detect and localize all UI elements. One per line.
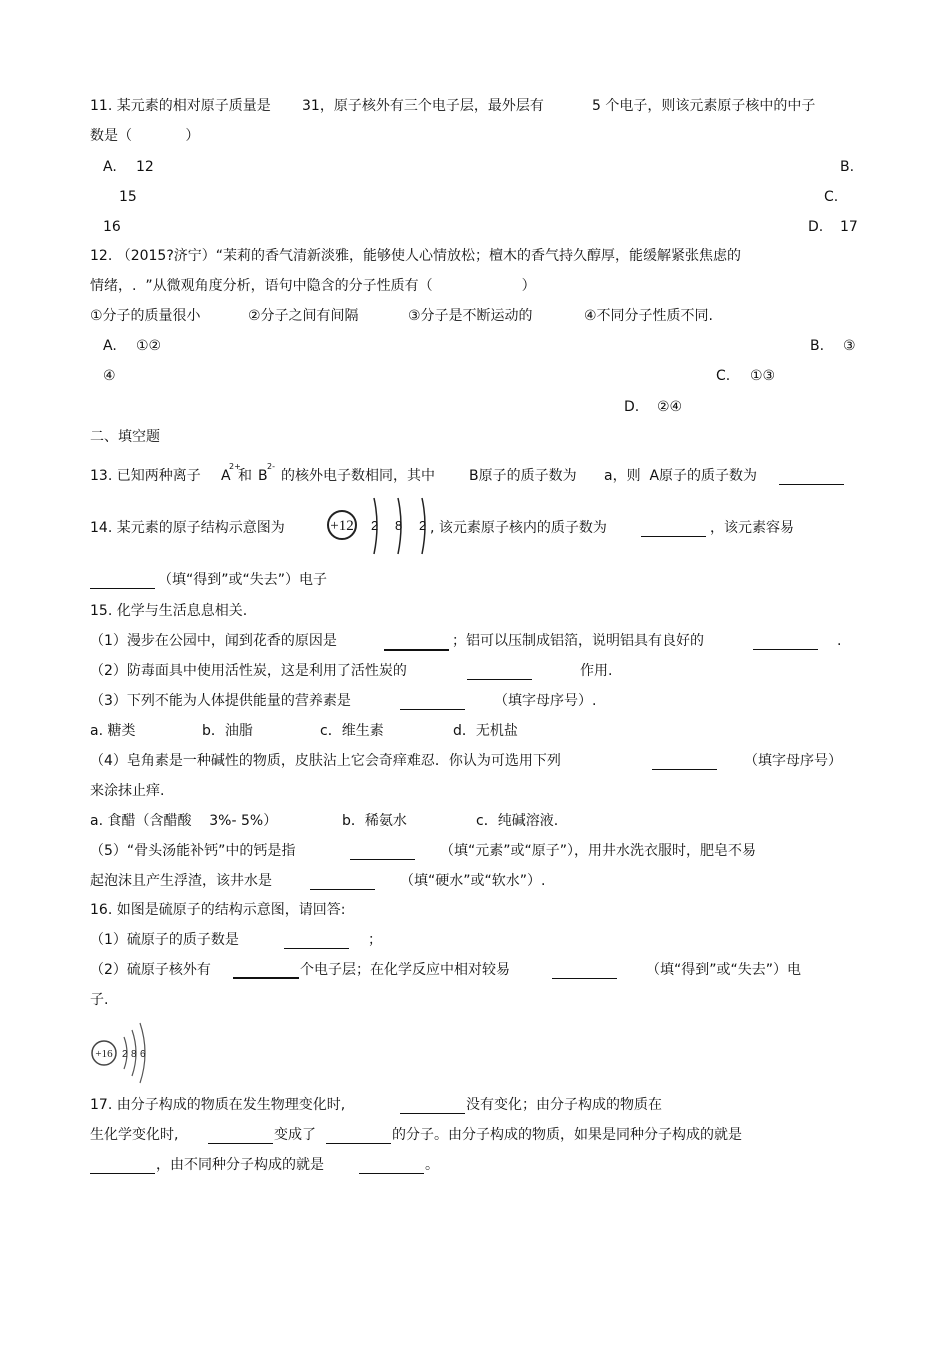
q12-property-2: ②分子之间有间隔: [248, 308, 359, 324]
q15-sub2-text-a: （2）防毒面具中使用活性炭，这是利用了活性炭的: [90, 663, 407, 679]
q13-ion-a-charge: 2+: [229, 462, 241, 471]
q13-text-a: 13. 已知两种离子: [90, 468, 201, 484]
q12-property-1: ①分子的质量很小: [90, 308, 201, 324]
q12-option-b-continued: ④: [103, 368, 116, 384]
q17-text-2a: 生化学变化时,: [90, 1127, 179, 1143]
q14-text-2: （填“得到”或“失去”）电子: [158, 572, 328, 588]
q11-option-c-value: 16: [103, 219, 121, 235]
q15-sub4-text-2: 来涂抹止痒.: [90, 783, 165, 799]
q16-sub2-text-a: （2）硫原子核外有: [90, 962, 211, 978]
q11-option-a-value: 12: [136, 159, 154, 175]
q11-option-a-letter: A.: [103, 159, 117, 175]
q11-option-c-letter: C.: [824, 189, 839, 205]
q12-text-1: 12. （2015?济宁）“茉莉的香气清新淡雅，能够使人心情放松；檀木的香气持久醇厚，能缓解紧张焦虑的: [90, 248, 742, 264]
q15-sub5-text-b: （填“元素”或“原子”），用井水洗衣服时，肥皂不易: [440, 843, 757, 859]
q15-sub5-text-2b: （填“硬水”或“软水”）.: [400, 873, 546, 889]
q15-sub4-blank[interactable]: [652, 769, 717, 770]
q15-sub5-text-a: （5）“骨头汤能补钙”中的钙是指: [90, 843, 296, 859]
q17-text-b: 没有变化；由分子构成的物质在: [466, 1097, 662, 1113]
q14-text-b: , 该元素原子核内的质子数为: [430, 520, 607, 536]
q12-option-a-value: ①②: [136, 338, 162, 354]
q15-sub3-option-d: d．无机盐: [453, 723, 518, 739]
shell-3-electrons: 2: [419, 518, 427, 533]
q12-property-3: ③分子是不断运动的: [408, 308, 533, 324]
q12-option-d-value: ②④: [657, 399, 683, 415]
q13-text-d: a，则 A原子的质子数为: [604, 468, 758, 484]
q14-answer-blank-2[interactable]: [90, 588, 155, 589]
q17-blank-4[interactable]: [90, 1173, 155, 1174]
q17-blank-2[interactable]: [208, 1143, 273, 1144]
q15-sub4-option-c: c．纯碱溶液.: [476, 813, 559, 829]
q12-property-4: ④不同分子性质不同.: [584, 308, 714, 324]
q13-text-c: B原子的质子数为: [469, 468, 577, 484]
q11-option-d-value: 17: [840, 219, 858, 235]
q17-blank-1[interactable]: [400, 1113, 465, 1114]
q13-answer-blank[interactable]: [779, 484, 844, 485]
q17-text-2c: 的分子。由分子构成的物质，如果是同种分子构成的就是: [392, 1127, 742, 1143]
q15-sub4-option-a: a. 食醋（含醋酸 3%- 5%）: [90, 813, 278, 829]
q13-text-and: 和: [238, 468, 252, 484]
magnesium-atom-structure-diagram: [322, 494, 434, 562]
q15-sub3-blank[interactable]: [400, 709, 465, 710]
q16-sub2-blank-1[interactable]: [233, 977, 299, 979]
q14-text-a: 14. 某元素的原子结构示意图为: [90, 520, 285, 536]
shell-1-electrons: 2: [371, 518, 379, 533]
q12-option-a-letter: A.: [103, 338, 117, 354]
q16-sub1-text-a: （1）硫原子的质子数是: [90, 932, 239, 948]
q15-sub1-text-c: .: [837, 633, 842, 649]
q15-sub3-text-a: （3）下列不能为人体提供能量的营养素是: [90, 693, 351, 709]
q15-sub5-text-2a: 起泡沫且产生浮渣，该井水是: [90, 873, 272, 889]
q15-sub1-blank-2[interactable]: [753, 649, 818, 650]
sulfur-shell-2-electrons: 8: [131, 1049, 137, 1060]
q17-blank-5[interactable]: [359, 1173, 424, 1174]
q15-sub1-text-a: （1）漫步在公园中，闻到花香的原因是: [90, 633, 337, 649]
q17-text-2b: 变成了: [274, 1127, 316, 1143]
q12-text-2: 情绪，. ”从微观角度分析，语句中隐含的分子性质有（ ）: [90, 278, 536, 294]
sulfur-shell-1-electrons: 2: [122, 1049, 128, 1060]
q15-sub3-option-c: c．维生素: [320, 723, 384, 739]
q11-option-b-letter: B.: [840, 159, 855, 175]
section-heading-fill-blank: 二、填空题: [90, 429, 160, 445]
q15-sub1-text-b: ；铝可以压制成铝箔，说明铝具有良好的: [452, 633, 704, 649]
q12-option-b-value: ③: [843, 338, 856, 354]
q11-text-1a: 11. 某元素的相对原子质量是: [90, 98, 271, 114]
q12-option-d-letter: D.: [624, 399, 640, 415]
sulfur-shell-3-electrons: 6: [140, 1049, 146, 1060]
q15-sub3-text-b: （填字母序号）.: [494, 693, 597, 709]
q12-option-c-letter: C.: [716, 368, 731, 384]
q15-sub1-blank-1[interactable]: [384, 649, 449, 651]
q13-ion-a: A: [221, 468, 231, 484]
sulfur-nucleus-charge-label: +16: [95, 1048, 113, 1060]
q17-text-3a: ，由不同种分子构成的就是: [156, 1157, 324, 1173]
q15-sub2-blank[interactable]: [467, 679, 532, 680]
q17-text-3b: 。: [425, 1157, 439, 1173]
q13-text-b: 的核外电子数相同，其中: [281, 468, 435, 484]
q17-blank-3[interactable]: [326, 1143, 391, 1144]
q14-text-c: ，该元素容易: [710, 520, 794, 536]
q15-sub4-text-a: （4）皂角素是一种碱性的物质，皮肤沾上它会奇痒难忍．你认为可选用下列: [90, 753, 561, 769]
q15-title: 15. 化学与生活息息相关.: [90, 603, 248, 619]
q12-option-b-letter: B.: [810, 338, 825, 354]
q17-text-a: 17. 由分子构成的物质在发生物理变化时,: [90, 1097, 346, 1113]
q15-sub4-text-b: （填字母序号）: [744, 753, 842, 769]
q16-sub2-text-c: （填“得到”或“失去”）电: [646, 962, 802, 978]
q11-text-2: 数是（ ）: [90, 128, 200, 144]
shell-2-electrons: 8: [395, 518, 403, 533]
q16-title: 16. 如图是硫原子的结构示意图，请回答:: [90, 902, 346, 918]
q11-option-d-letter: D.: [808, 219, 824, 235]
q16-sub1-blank[interactable]: [284, 948, 349, 949]
q15-sub5-blank-1[interactable]: [350, 859, 415, 860]
q13-ion-b: B: [258, 468, 268, 484]
q14-answer-blank-1[interactable]: [641, 536, 706, 537]
q11-text-1b: 31，原子核外有三个电子层，最外层有: [302, 98, 544, 114]
q15-sub3-option-a: a. 糖类: [90, 723, 136, 739]
q16-sub2-text-2: 子.: [90, 992, 109, 1008]
q12-option-c-value: ①③: [750, 368, 776, 384]
q13-ion-b-charge: 2-: [267, 462, 275, 471]
q15-sub4-option-b: b．稀氨水: [342, 813, 407, 829]
q11-option-b-value: 15: [119, 189, 137, 205]
q15-sub3-option-b: b．油脂: [202, 723, 253, 739]
q15-sub2-text-b: 作用.: [580, 663, 613, 679]
q16-sub1-text-b: ；: [368, 932, 382, 948]
nucleus-charge-label: +12: [330, 518, 354, 534]
q15-sub5-blank-2[interactable]: [310, 889, 375, 890]
q16-sub2-blank-2[interactable]: [552, 978, 617, 979]
q11-text-1c: 5 个电子，则该元素原子核中的中子: [592, 98, 816, 114]
sulfur-atom-structure-diagram: [88, 1021, 152, 1087]
q16-sub2-text-b: 个电子层；在化学反应中相对较易: [300, 962, 510, 978]
